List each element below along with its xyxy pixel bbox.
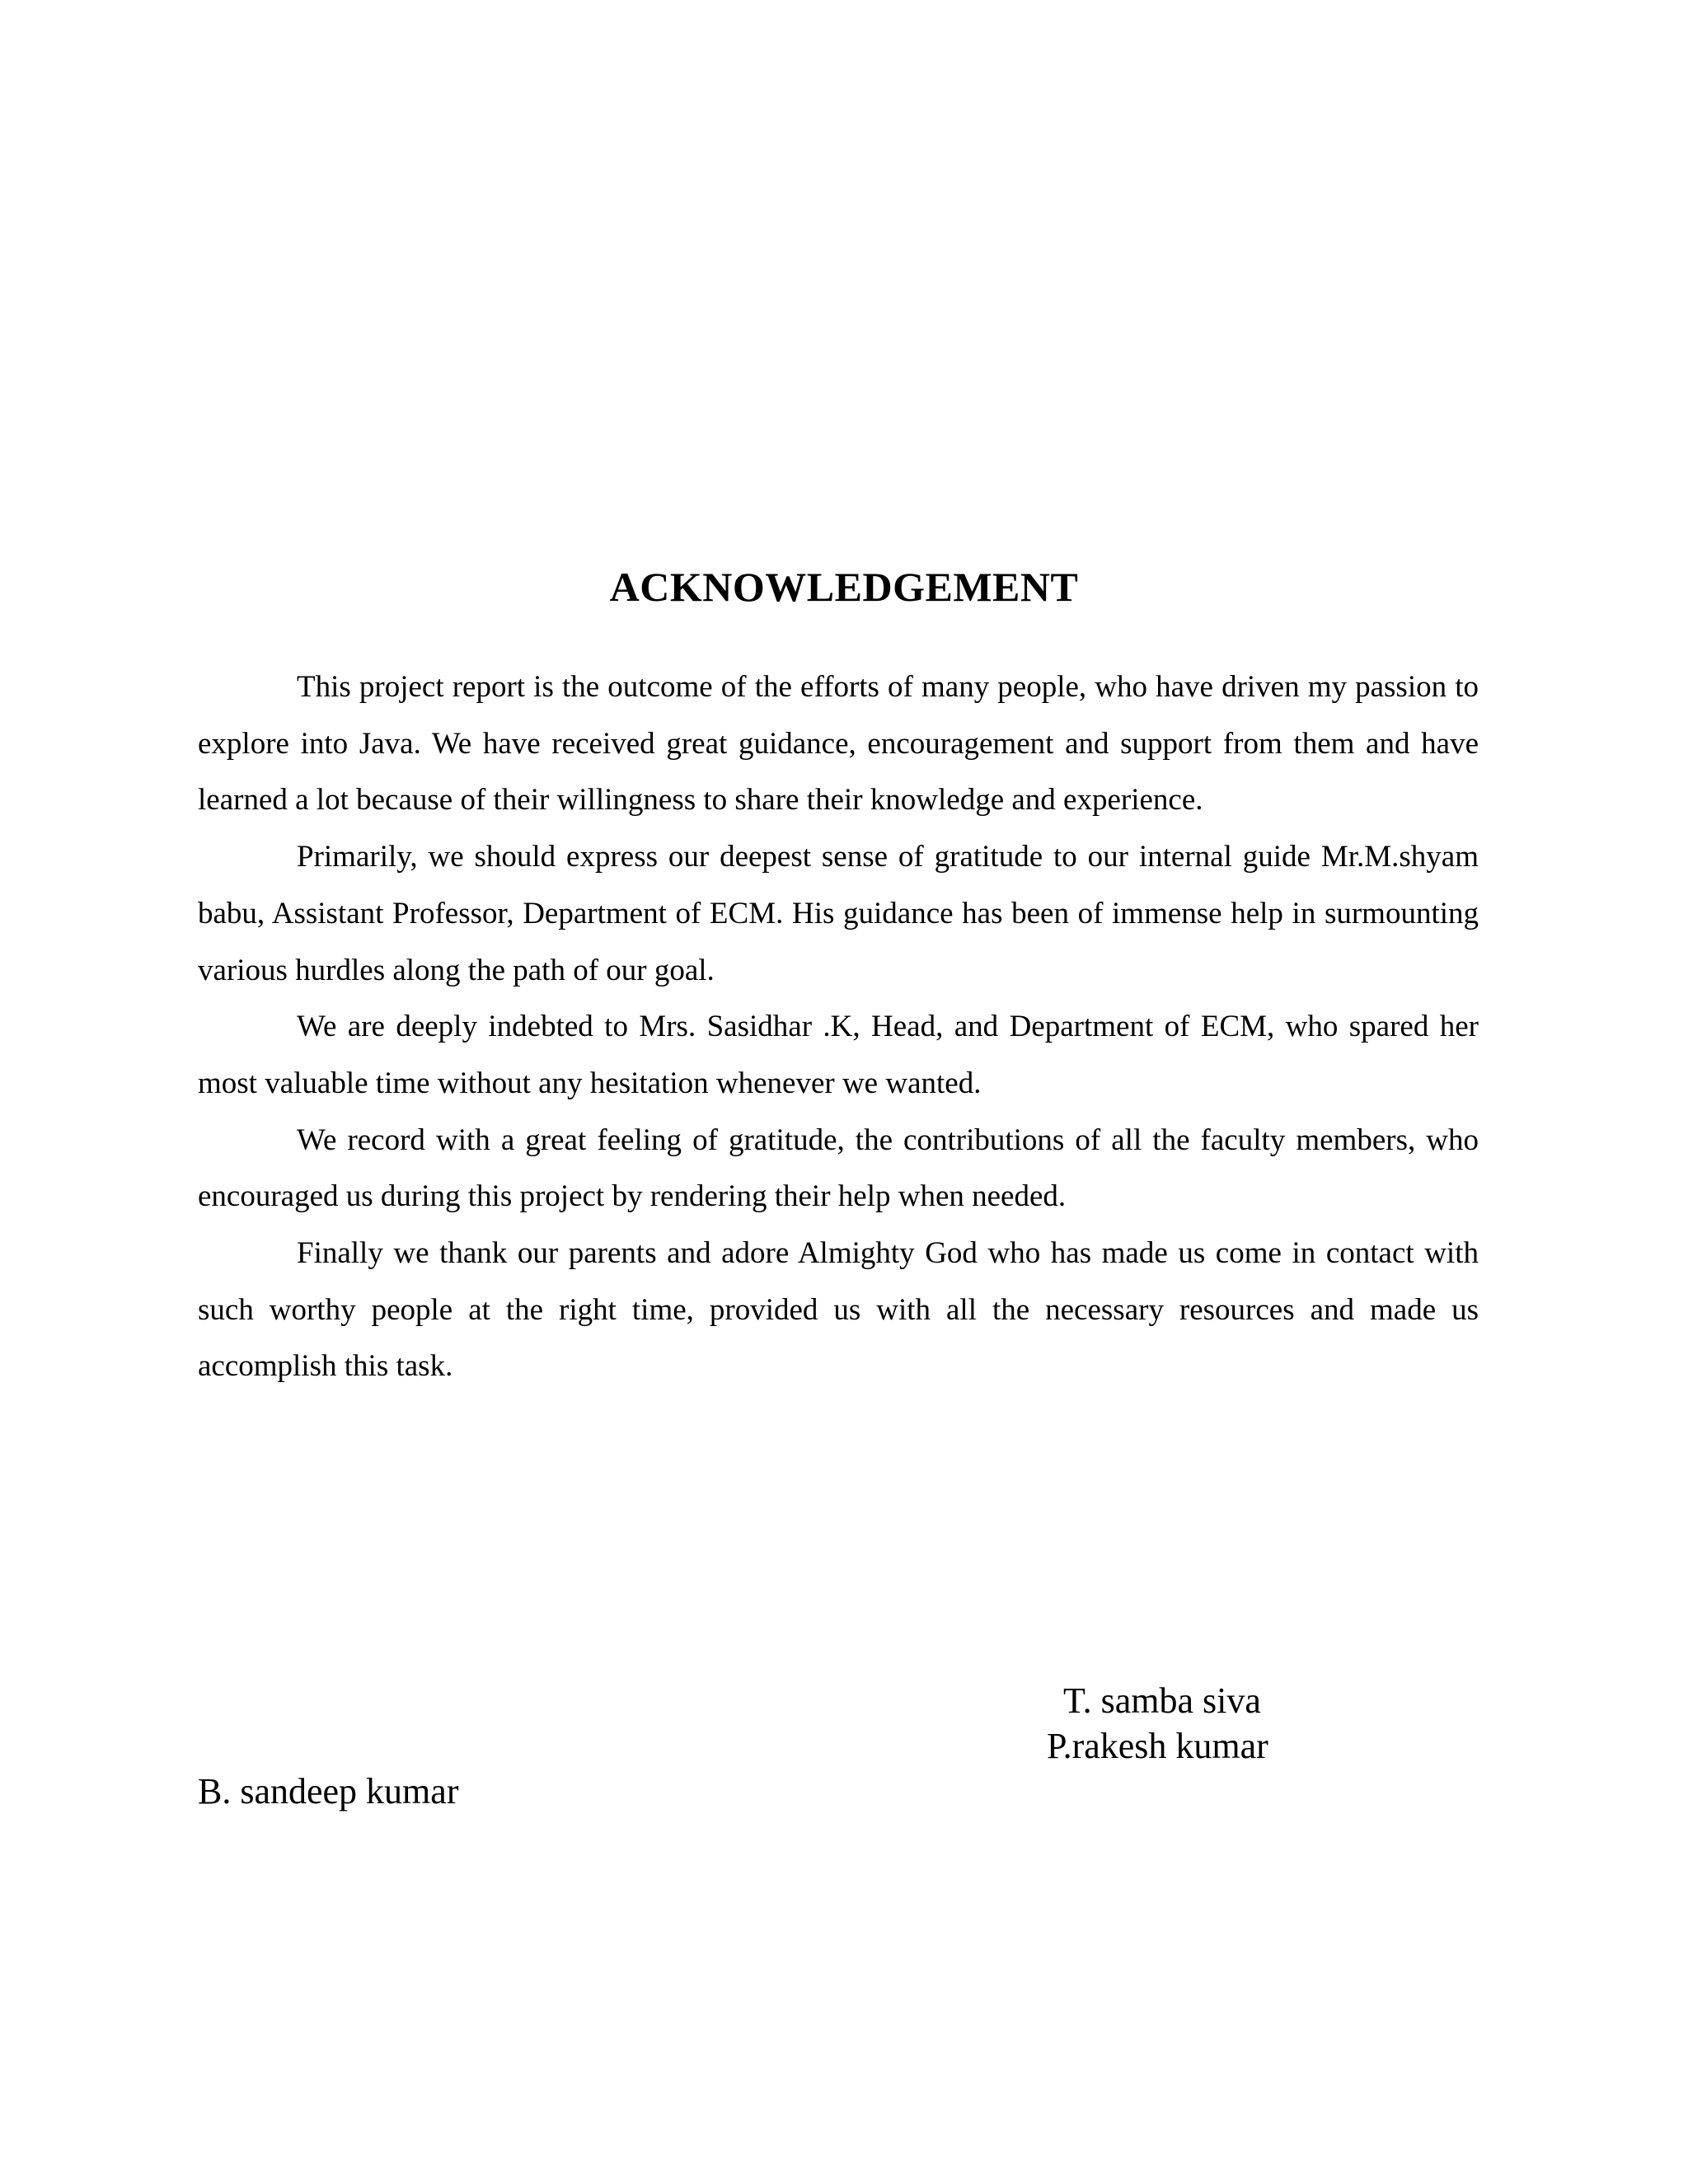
signature-sandeep-kumar: B. sandeep kumar (198, 1771, 459, 1811)
paragraph-parents: Finally we thank our parents and adore Almighty God who has made us come in contact with such worthy people at the right time, provided us with all the necessary resources and made us accomplish this task. (198, 1236, 1479, 1384)
paragraph-faculty: We record with a great feeling of gratitude, the contributions of all the faculty members, who encouraged us during this project by rendering their help when needed. (198, 1122, 1479, 1214)
paragraph-intro: This project report is the outcome of the efforts of many people, who have driven my passion to explore into Java. We have received great guidance, encouragement and support from them and have learned a lot because of their willingness to share their knowledge and experience. (198, 670, 1479, 818)
acknowledgement-body (198, 659, 1479, 1395)
signature-samba-siva: T. samba siva (1063, 1680, 1261, 1721)
paragraph-guide: Primarily, we should express our deepest sense of gratitude to our internal guide Mr.M.shyam babu, Assistant Professor, Department of ECM. His guidance has been of immense help in surmounting various hurdles along the path of our goal. (198, 840, 1479, 987)
page-title: ACKNOWLEDGEMENT (609, 563, 1079, 610)
signature-rakesh-kumar: P.rakesh kumar (1047, 1726, 1268, 1766)
paragraph-head: We are deeply indebted to Mrs. Sasidhar .K, Head, and Department of ECM, who spared her most valuable time without any hesitation whenever we wanted. (198, 1010, 1479, 1100)
